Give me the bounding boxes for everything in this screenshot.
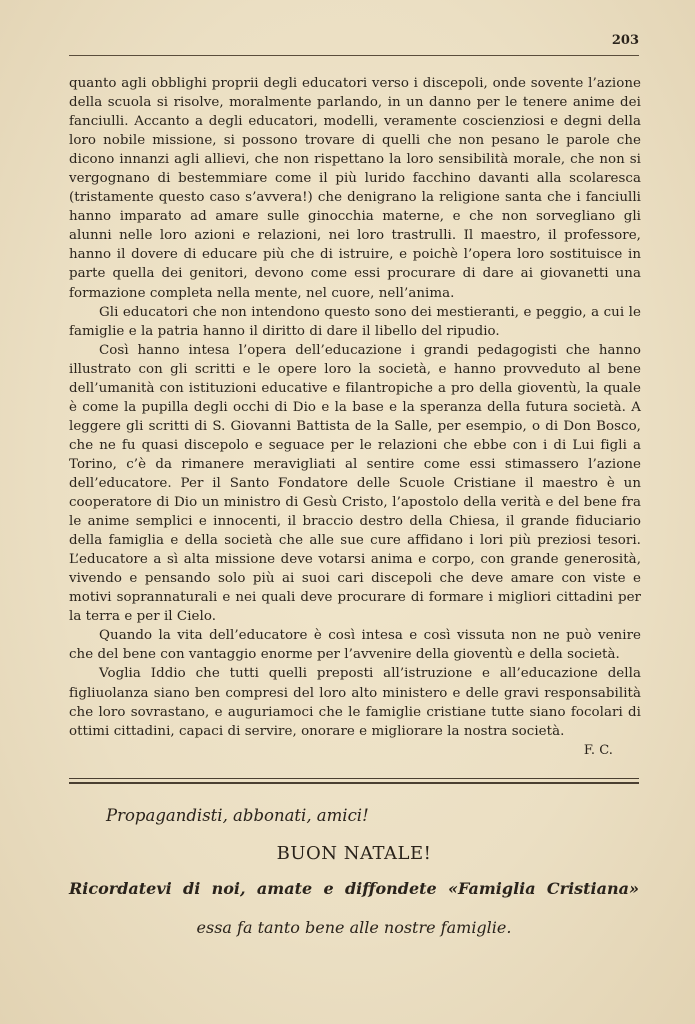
advert-tagline: essa fa tanto bene alle nostre famiglie. xyxy=(196,918,512,937)
page-number: 203 xyxy=(611,33,639,48)
signature: F. C. xyxy=(583,742,613,758)
paragraph: Così hanno intesa l’opera dell’educazione i grandi pedagogisti che hanno illustrato con gli scritti e le opere loro la società, e hanno provveduto al bene dell’umanità con istituzioni educative e filantropiche a pro della gioventù, la quale è come la pupilla degli occhi di Dio e la base e la speranza della futura società. A leggere gli scritti di S. Giovanni Battista de la Salle, per esempio, o di Don Bosco, che ne fu quasi discepolo e seguace per le relazioni che ebbe con i di Lui figli a Torino, c’è da rimanere meravigliati al sentire come essi stimassero l’azione dell’educatore. Per il Santo Fondatore delle Scuole Cristiane il maestro è un cooperatore di Dio un ministro di Gesù Cristo, l’apostolo della verità e del bene fra le anime semplici e innocenti, il braccio destro della Chiesa, il grande fiduciario della famiglia e della società che alle sue cure affidano i lori più preziosi tesori. L’educatore a sì alta missione deve votarsi anima e corpo, con grande generosità, vivendo e pensando solo più ai suoi cari discepoli che deve amare con viste e motivi soprannaturali e nei quali deve procurare di formare i migliori cittadini per la terra e per il Cielo. xyxy=(69,342,641,625)
header-rule xyxy=(69,55,639,56)
advert-appeal: Ricordatevi di noi, amate e diffondete «Famiglia Cristiana» xyxy=(69,879,639,898)
paragraph: quanto agli obblighi proprii degli educatori verso i discepoli, onde sovente l’azione della scuola si risolve, moralmente parlando, in un danno per le tenere anime dei fanciulli. Accanto a degli educatori, modelli, veramente coscienziosi e degni della loro nobile missione, si possono trovare di quelli che non pesano le parole che dicono innanzi agli allievi, che non rispettano la loro sensibilità morale, che non si vergognano di bestemmiare come il più lurido facchino davanti alla scolaresca (tristamente questo caso s’avvera!) che denigrano la religione santa che i fanciulli hanno imparato ad amare sulle ginocchia materne, e che non sorvegliano gli alunni nelle loro azioni e relazioni, nei loro trastrulli. Il maestro, il professore, hanno il dovere di educare più che di istruire, e poichè l’opera loro sostituisce in parte quella dei genitori, devono come essi procurare di dare ai giovanetti una formazione completa nella mente, nel cuore, nell’anima. xyxy=(69,76,641,301)
paragraph: Voglia Iddio che tutti quelli preposti all’istruzione e all’educazione della figliuolanza siano ben compresi del loro alto ministero e delle gravi responsabilità che loro sovrastano, e auguriamoci che le famiglie cristiane tutte siano focolari di ottimi cittadini, capaci di servire, onorare e migliorare la nostra società. xyxy=(69,666,641,739)
paragraph: Quando la vita dell’educatore è così intesa e così vissuta non ne può venire che del bene con vantaggio enorme per l’avvenire della gioventù e della società. xyxy=(69,628,641,663)
section-divider xyxy=(69,778,639,784)
advert-greeting: Propagandisti, abbonati, amici! xyxy=(106,806,369,825)
article-body xyxy=(69,74,641,760)
paragraph: Gli educatori che non intendono questo sono dei mestieranti, e peggio, a cui le famiglie e la patria hanno il diritto di dare il libello del ripudio. xyxy=(69,304,641,339)
advert-title: BUON NATALE! xyxy=(276,843,432,864)
